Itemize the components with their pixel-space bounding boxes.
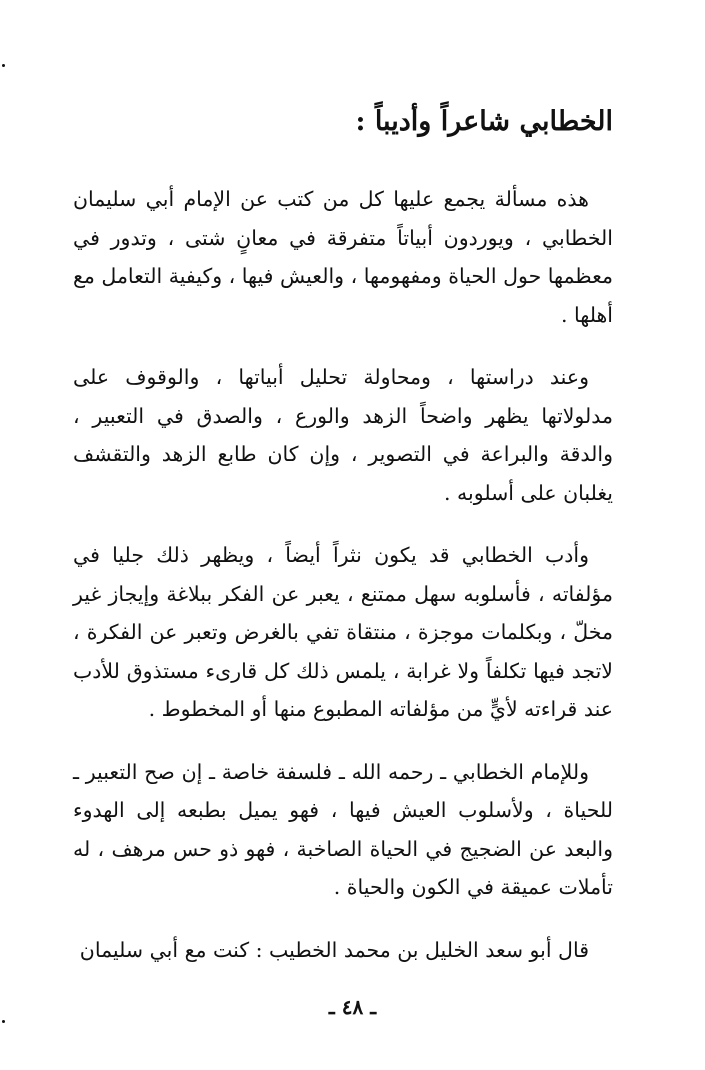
page-number: ـ ٤٨ ـ	[328, 995, 377, 1019]
body-text	[73, 180, 613, 969]
scan-dot	[2, 1020, 5, 1023]
scan-dot	[2, 64, 5, 67]
paragraph: وللإمام الخطابي ـ رحمه الله ـ فلسفة خاصة ـ إن صح التعبير ـ للحياة ، ولأسلوب العيش فيها ، فهو يميل بطبعه إلى الهدوء والبعد عن الضجيج في الحياة الصاخبة ، فهو ذو حس مرهف ، له تأملات عميقة في الكون والحياة .	[73, 759, 613, 899]
section-heading: الخطابي شاعراً وأديباً :	[355, 106, 613, 138]
paragraph: وأدب الخطابي قد يكون نثراً أيضاً ، ويظهر ذلك جليا في مؤلفاته ، فأسلوبه سهل ممتنع ، يعبر عن الفكر ببلاغة وإيجاز غير مخلّ ، وبكلمات موجزة ، منتقاة تفي بالغرض وتعبر عن الفكرة ، لاتجد فيها تكلفاً ولا غرابة ، يلمس ذلك كل قارىء مستذوق للأدب عند قراءته لأيٍّ من مؤلفاته المطبوع منها أو المخطوط .	[73, 543, 613, 721]
paragraph: هذه مسألة يجمع عليها كل من كتب عن الإمام أبي سليمان الخطابي ، ويوردون أبياتاً متفرقة في معانٍ شتى ، وتدور في معظمها حول الحياة ومفهومها ، والعيش فيها ، وكيفية التعامل مع أهلها .	[73, 187, 613, 327]
paragraph: قال أبو سعد الخليل بن محمد الخطيب : كنت مع أبي سليمان	[79, 937, 589, 962]
paragraph: وعند دراستها ، ومحاولة تحليل أبياتها ، والوقوف على مدلولاتها يظهر واضحاً الزهد والورع ، والصدق في التعبير ، والدقة والبراعة في التصوير ، وإن كان طابع الزهد والتقشف يغلبان على أسلوبه .	[73, 365, 613, 505]
